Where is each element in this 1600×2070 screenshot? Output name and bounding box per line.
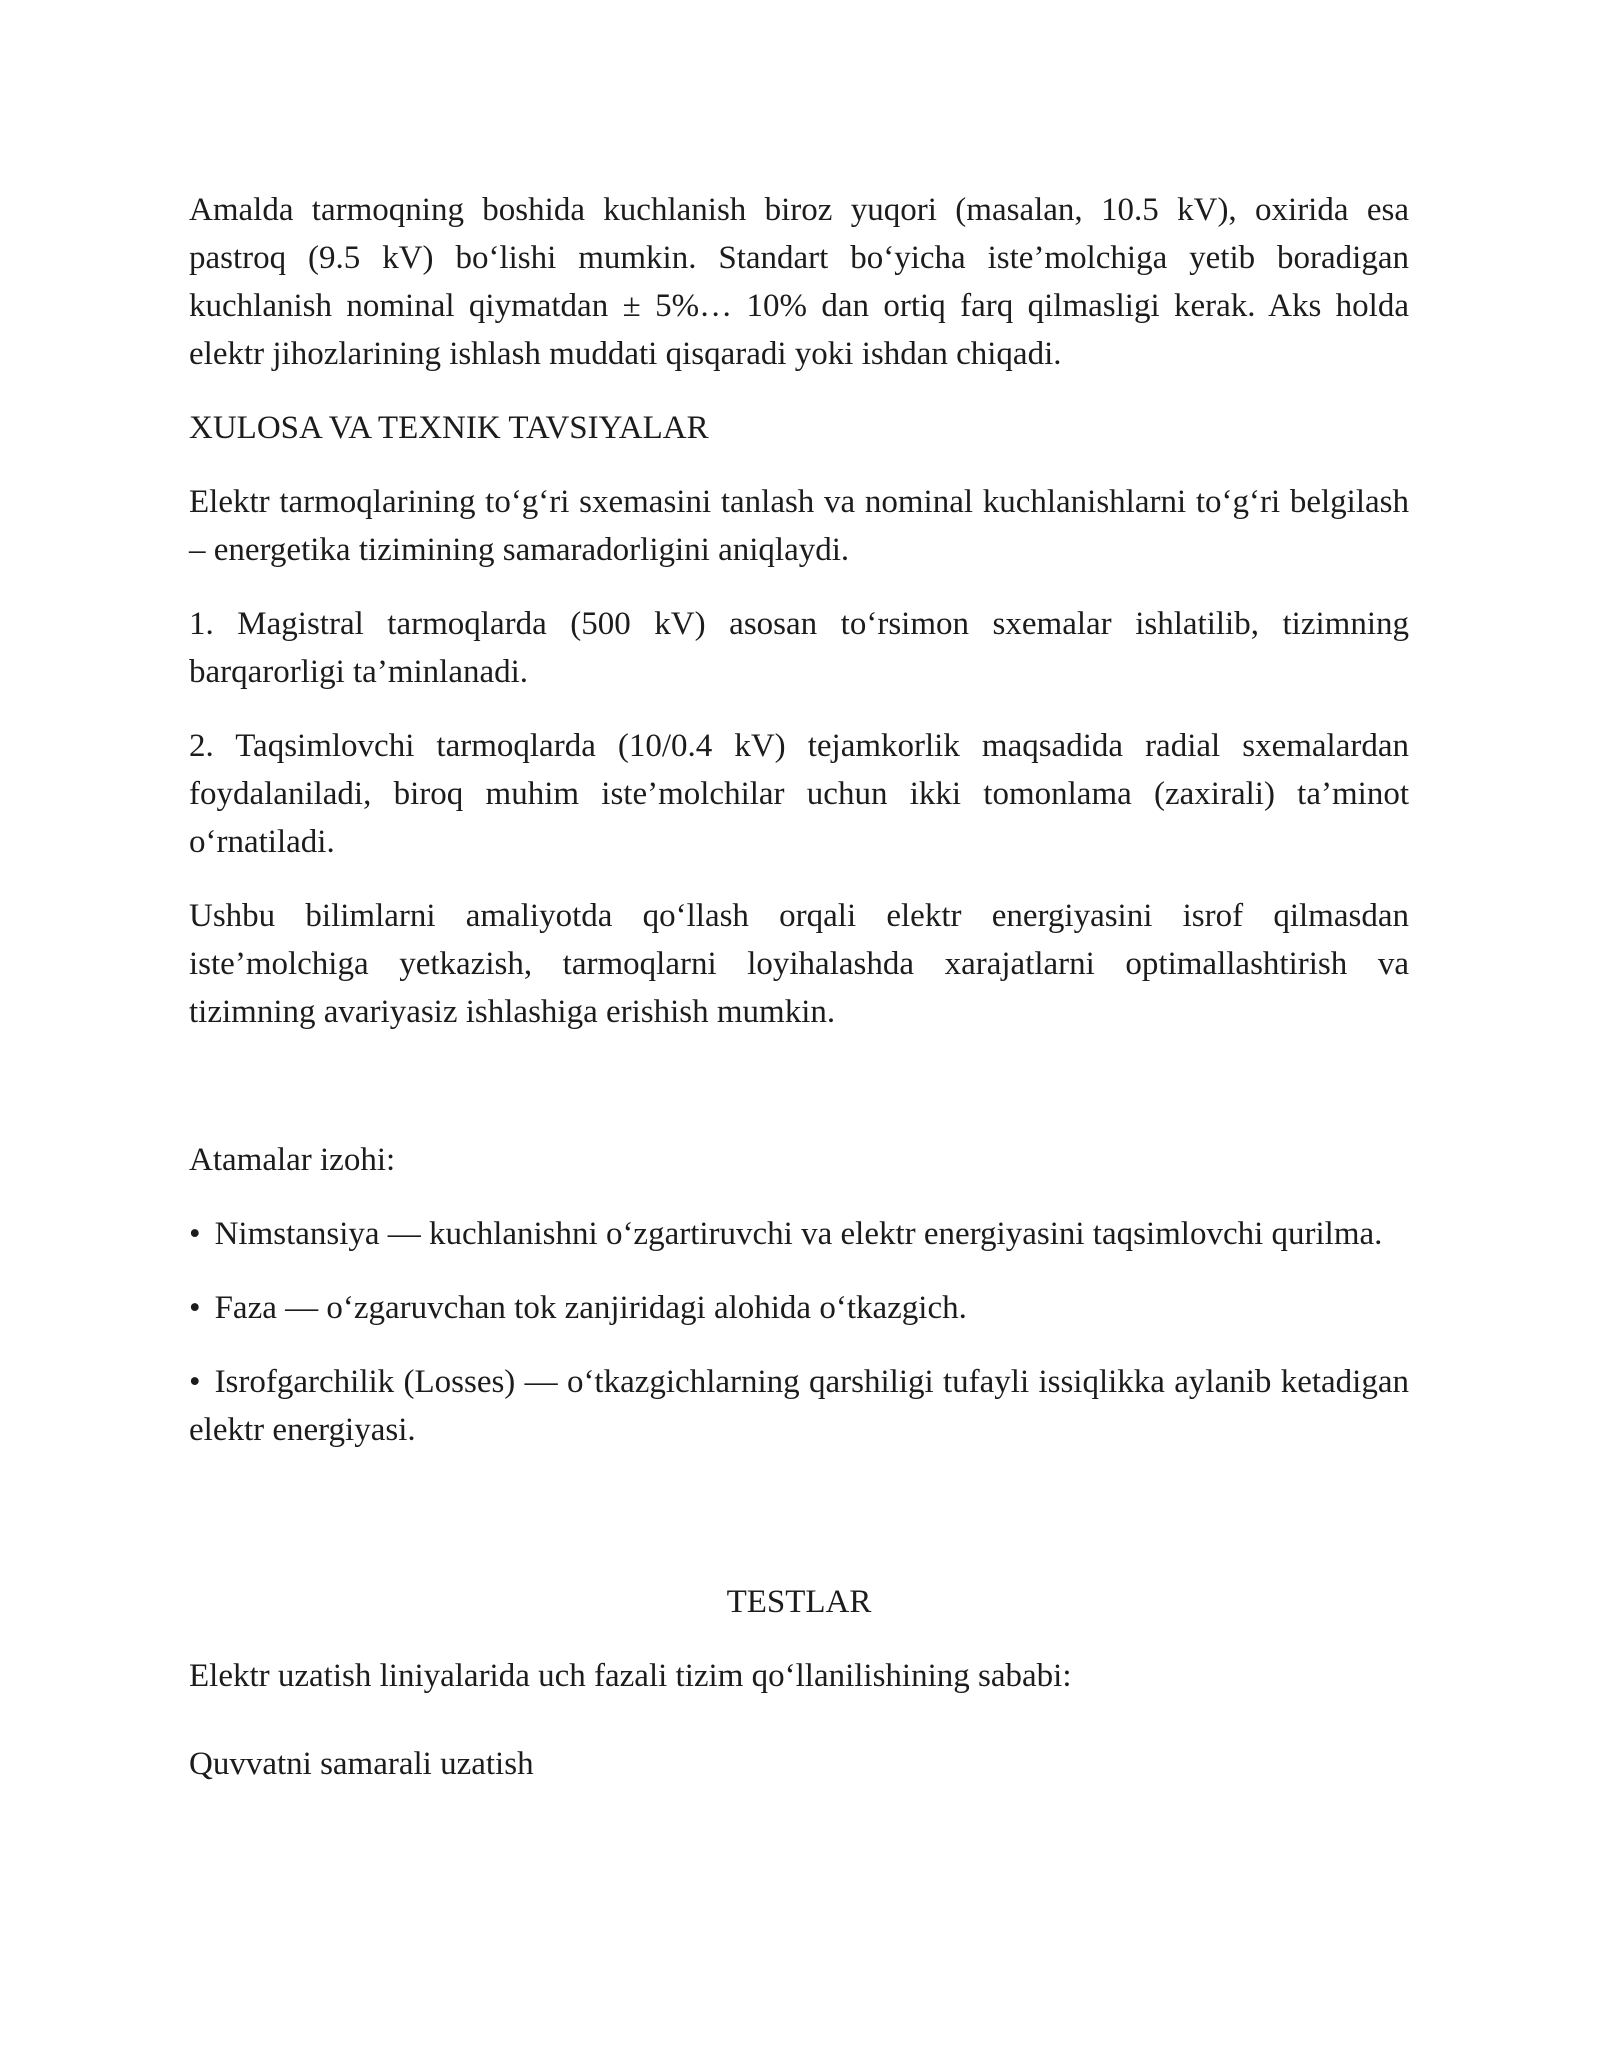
spacer [189,1062,1409,1136]
bullet-icon: • [189,1364,201,1400]
paragraph-practical-application: Ushbu bilimlarni amaliyotda qo‘llash orqali elektr energiyasini isrof qilmasdan iste’molchiga yetkazish, tarmoqlarni loyihalashda xarajatlarni optimallashtirish va tizimning avariyasiz ishlashiga erishish mumkin. [189,898,1409,1030]
term-item-losses [189,1358,1409,1454]
paragraph-voltage-deviation: Amalda tarmoqning boshida kuchlanish biroz yuqori (masalan, 10.5 kV), oxirida esa pastroq (9.5 kV) bo‘lishi mumkin. Standart bo‘yicha iste’molchiga yetib boradigan kuchlanish nominal qiymatdan ± 5%… 10% dan ortiq farq qilmasligi kerak. Aks holda elektr jihozlarining ishlash muddati qisqaradi yoki ishdan chiqadi. [189,192,1409,372]
tests-title: TESTLAR [726,1584,872,1620]
list-item-magistral: 1. Magistral tarmoqlarda (500 kV) asosan to‘rsimon sxemalar ishlatilib, tizimning barqarorligi ta’minlanadi. [189,606,1409,690]
term-item-phase [189,1284,1409,1332]
test-answer: Quvvatni samarali uzatish [189,1746,534,1782]
test-question: Elektr uzatish liniyalarida uch fazali tizim qo‘llanilishining sababi: [189,1658,1072,1694]
paragraph-scheme-selection: Elektr tarmoqlarining to‘g‘ri sxemasini tanlash va nominal kuchlanishlarni to‘g‘ri belgilash – energetika tizimining samaradorligini aniqlaydi. [189,484,1409,568]
section-heading-conclusion: XULOSA VA TEXNIK TAVSIYALAR [189,410,709,446]
term-item-substation [189,1210,1409,1258]
term-text: Nimstansiya — kuchlanishni o‘zgartiruvchi va elektr energiyasini taqsimlovchi qurilma. [214,1216,1383,1252]
document-page [189,186,1409,1814]
bullet-icon: • [189,1290,201,1326]
term-text: Faza — o‘zgaruvchan tok zanjiridagi alohida o‘tkazgich. [214,1290,967,1326]
terms-title: Atamalar izohi: [189,1142,396,1178]
spacer [189,1480,1409,1578]
list-item-distribution: 2. Taqsimlovchi tarmoqlarda (10/0.4 kV) tejamkorlik maqsadida radial sxemalardan foydalaniladi, biroq muhim iste’molchilar uchun ikki tomonlama (zaxirali) ta’minot o‘rnatiladi. [189,728,1409,860]
bullet-icon: • [189,1216,201,1252]
term-text: Isrofgarchilik (Losses) — o‘tkazgichlarning qarshiligi tufayli issiqlikka aylanib ketadigan elektr energiyasi. [189,1364,1409,1448]
